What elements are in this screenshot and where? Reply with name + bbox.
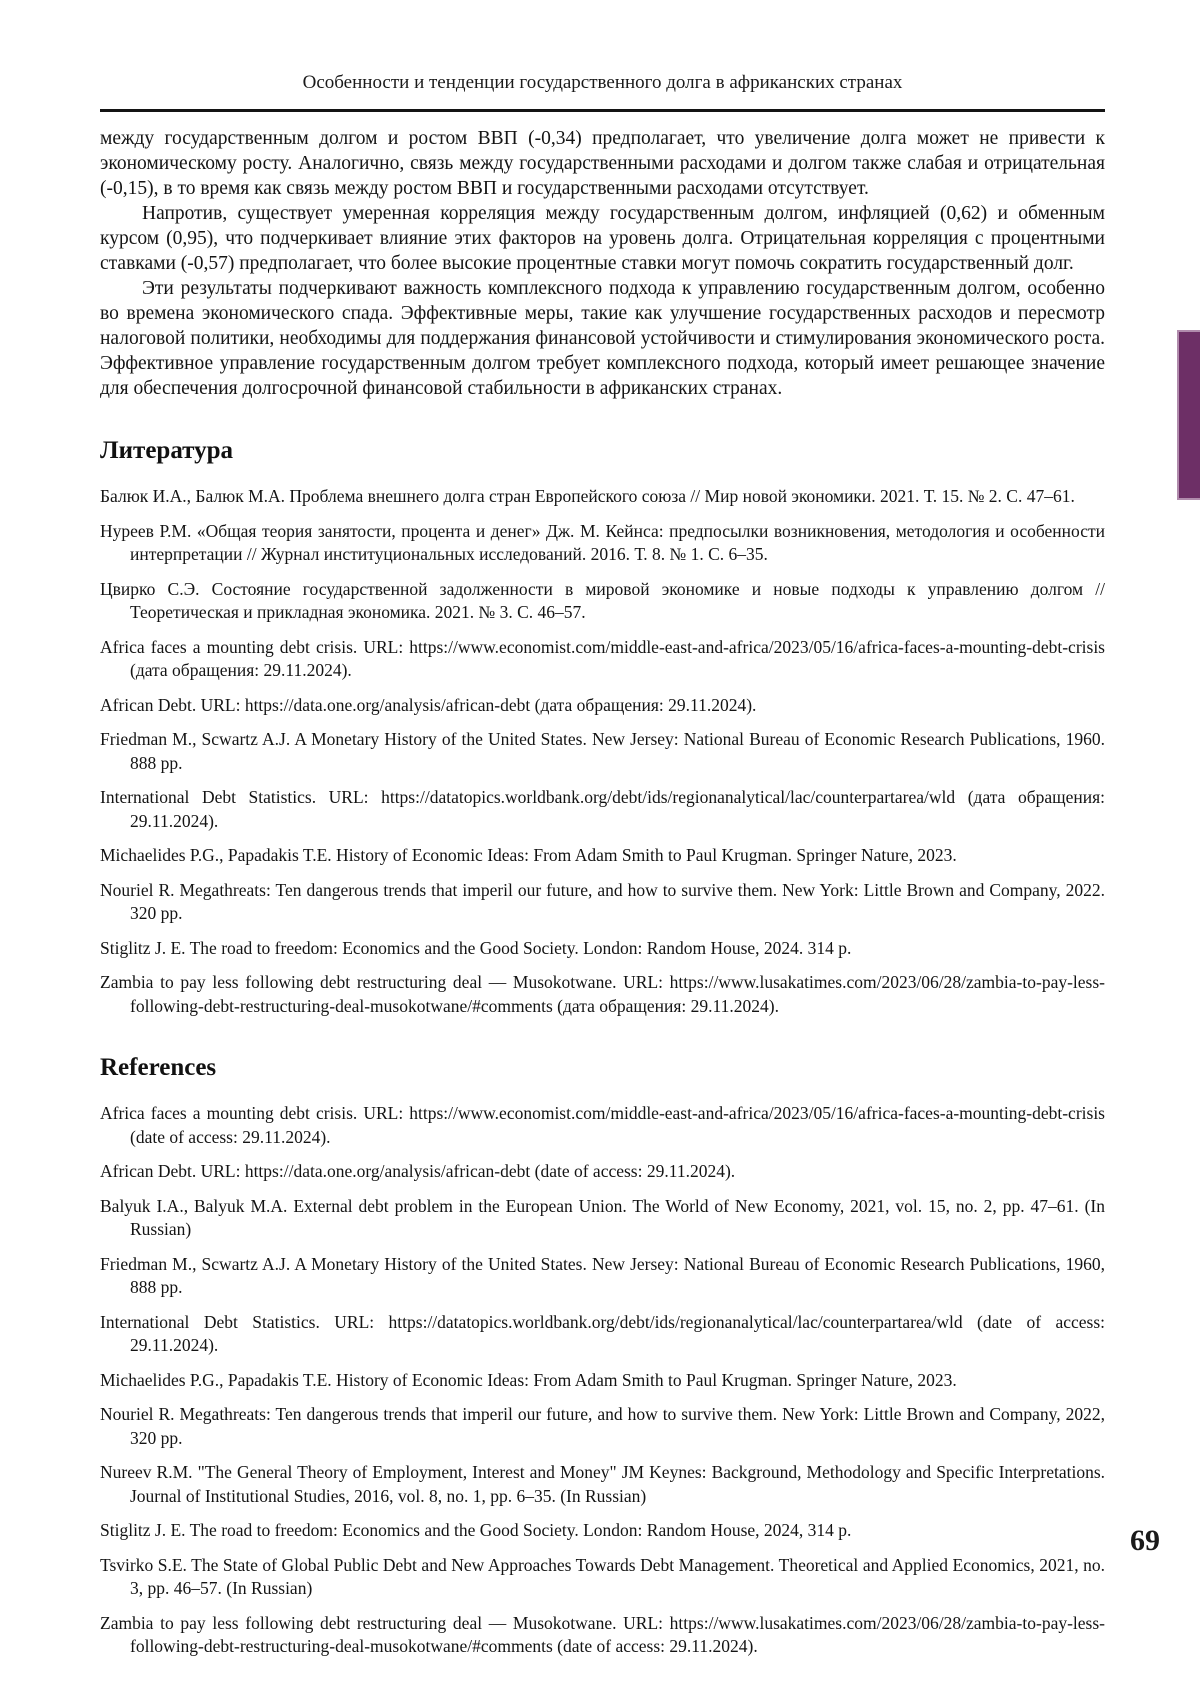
reference-entry: International Debt Statistics. URL: https://datatopics.worldbank.org/debt/ids/regionanalytical/lac/counterpartarea/wld (дата обращения: 29.11.2024). [100,787,1105,831]
reference-entry: Friedman M., Scwartz A.J. A Monetary History of the United States. New Jersey: National Bureau of Economic Research Publications, 1960, 888 pp. [100,1253,1105,1297]
reference-entry: Цвирко С.Э. Состояние государственной задолженности в мировой экономике и новые подходы к управлению долгом // Теоретическая и прикладная экономика. 2021. № 3. С. 46–57. [100,578,1105,622]
reference-entry: Zambia to pay less following debt restructuring deal — Musokotwane. URL: https://www.lusakatimes.com/2023/06/28/zambia-to-pay-less-following-debt-restructuring-deal-musokotwane/#comments (date of access: 29.11.2024). [100,1612,1105,1656]
paragraph: Напротив, существует умеренная корреляция между государственным долгом, инфляцией (0,62) и обменным курсом (0,95), что подчеркивает влияние этих факторов на уровень долга. Отрицательная корреляция с процентными ставками (-0,57) предполагает, что более высокие процентные ставки могут помочь сократить государственный долг. [100,203,1105,274]
reference-entry: Africa faces a mounting debt crisis. URL: https://www.economist.com/middle-east-and-africa/2023/05/16/africa-faces-a-mounting-debt-crisis (date of access: 29.11.2024). [100,1103,1105,1147]
reference-entry: Stiglitz J. E. The road to freedom: Economics and the Good Society. London: Random House, 2024, 314 p. [100,1520,852,1540]
reference-entry: Stiglitz J. E. The road to freedom: Economics and the Good Society. London: Random House, 2024. 314 p. [100,937,852,958]
reference-entry: Africa faces a mounting debt crisis. URL: https://www.economist.com/middle-east-and-africa/2023/05/16/africa-faces-a-mounting-debt-crisis (дата обращения: 29.11.2024). [100,636,1105,680]
reference-entry: Nureev R.M. "The General Theory of Employment, Interest and Money" JM Keynes: Background, Methodology and Specific Interpretations. Journal of Institutional Studies, 2016, vol. 8, no. 1, pp. 6–35. (In Russian) [100,1462,1105,1506]
reference-entry: Tsvirko S.E. The State of Global Public Debt and New Approaches Towards Debt Management. Theoretical and Applied Economics, 2021, no. 3, pp. 46–57. (In Russian) [100,1554,1105,1598]
page-content [100,0,1105,1670]
reference-entry: Нуреев Р.М. «Общая теория занятости, процента и денег» Дж. М. Кейнса: предпосылки возникновения, методология и особенности интерпретации // Журнал институциональных исследований. 2016. Т. 8. № 1. С. 6–35. [100,520,1105,564]
reference-entry: Friedman M., Scwartz A.J. A Monetary History of the United States. New Jersey: National Bureau of Economic Research Publications, 1960. 888 pp. [100,729,1105,773]
literatura-list [100,485,1105,1018]
reference-entry: Michaelides P.G., Papadakis T.E. History of Economic Ideas: From Adam Smith to Paul Krugman. Springer Nature, 2023. [100,845,957,865]
accent-bar [1177,330,1200,500]
literatura-heading: Литература [100,437,234,464]
reference-entry: African Debt. URL: https://data.one.org/analysis/african-debt (date of access: 29.11.2024). [100,1161,736,1181]
references-heading: References [100,1054,217,1081]
reference-entry: Балюк И.А., Балюк М.А. Проблема внешнего долга стран Европейского союза // Мир новой экономики. 2021. Т. 15. № 2. С. 47–61. [100,486,1075,506]
reference-entry: African Debt. URL: https://data.one.org/analysis/african-debt (дата обращения: 29.11.2024). [100,694,757,715]
references-list [100,1102,1105,1659]
reference-entry: Balyuk I.A., Balyuk M.A. External debt problem in the European Union. The World of New Economy, 2021, vol. 15, no. 2, pp. 47–61. (In Russian) [100,1195,1105,1239]
reference-entry: International Debt Statistics. URL: https://datatopics.worldbank.org/debt/ids/regionanalytical/lac/counterpartarea/wld (date of access: 29.11.2024). [100,1311,1105,1355]
running-head: Особенности и тенденции государственного долга в африканских странах [302,72,903,93]
page-number: 69 [1130,1524,1160,1557]
header-rule [100,109,1105,112]
paragraph: между государственным долгом и ростом ВВП (-0,34) предполагает, что увеличение долга может не привести к экономическому росту. Аналогично, связь между государственными расходами и долгом также слабая и отрицательная (-0,15), в то время как связь между ростом ВВП и государственными расходами отсутствует. [100,128,1105,199]
reference-entry: Zambia to pay less following debt restructuring deal — Musokotwane. URL: https://www.lusakatimes.com/2023/06/28/zambia-to-pay-less-following-debt-restructuring-deal-musokotwane/#comments (дата обращения: 29.11.2024). [100,972,1105,1016]
body-text [100,126,1105,401]
reference-entry: Michaelides P.G., Papadakis T.E. History of Economic Ideas: From Adam Smith to Paul Krugman. Springer Nature, 2023. [100,1369,957,1390]
paragraph: Эти результаты подчеркивают важность комплексного подхода к управлению государственным долгом, особенно во времена экономического спада. Эффективные меры, такие как улучшение государственных расходов и пересмотр налоговой политики, необходимы для поддержания финансовой устойчивости и стимулирования экономического роста. Эффективное управление государственным долгом требует комплексного подхода, который имеет решающее значение для обеспечения долгосрочной финансовой стабильности в африканских странах. [100,278,1105,399]
reference-entry: Nouriel R. Megathreats: Ten dangerous trends that imperil our future, and how to survive them. New York: Little Brown and Company, 2022. 320 pp. [100,879,1105,923]
reference-entry: Nouriel R. Megathreats: Ten dangerous trends that imperil our future, and how to survive them. New York: Little Brown and Company, 2022, 320 pp. [100,1404,1105,1448]
